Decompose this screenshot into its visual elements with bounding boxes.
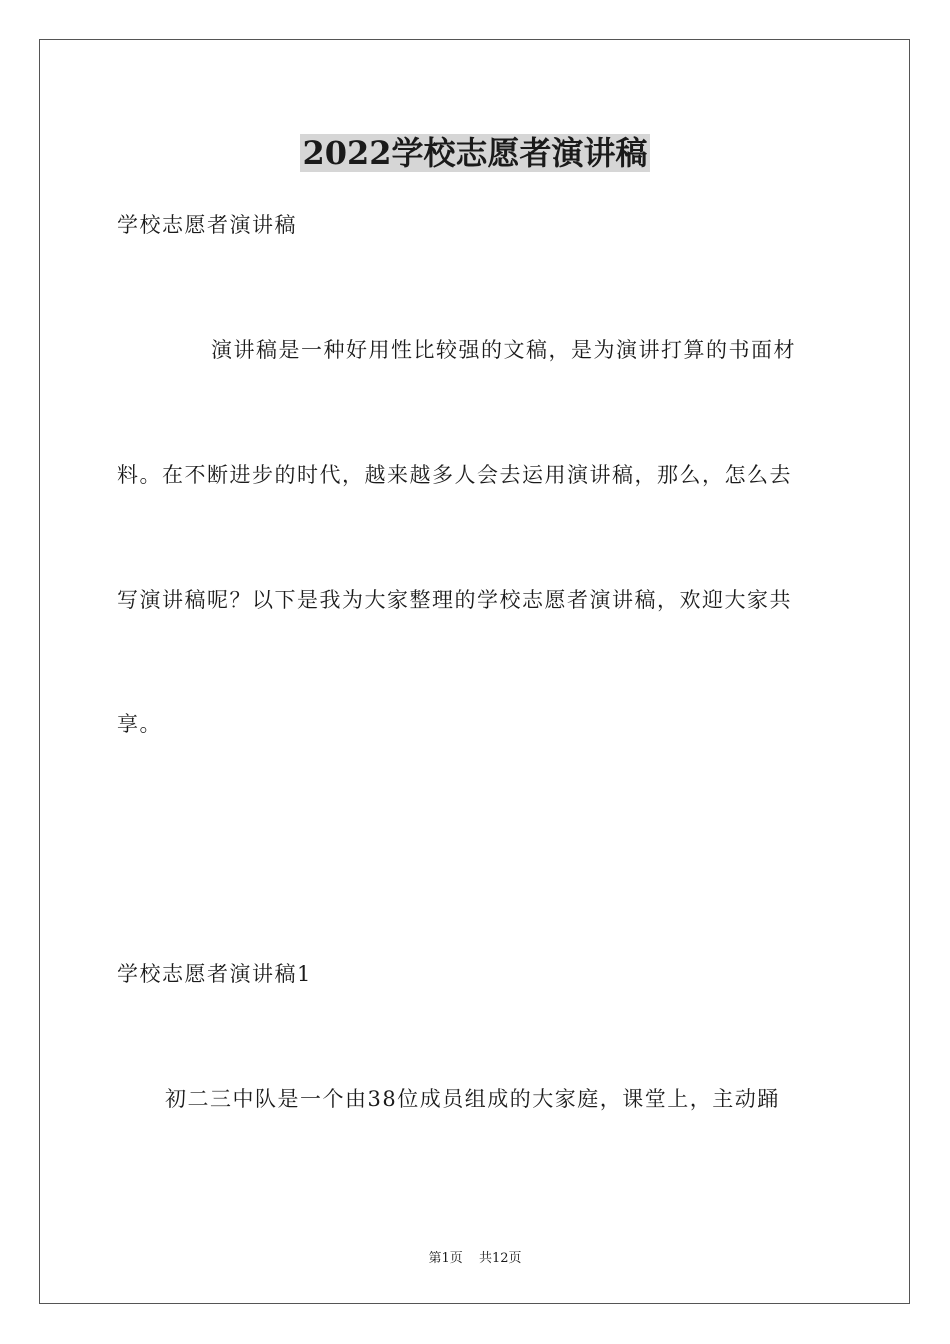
document-title-text: 2022学校志愿者演讲稿 xyxy=(302,134,648,172)
intro-line-2: 料。在不断进步的时代，越来越多人会去运用演讲稿，那么，怎么去 xyxy=(117,463,792,487)
page-total: 共12页 xyxy=(478,1251,522,1266)
intro-line-4: 享。 xyxy=(117,712,162,736)
intro-line-3: 写演讲稿呢？以下是我为大家整理的学校志愿者演讲稿，欢迎大家共 xyxy=(117,588,792,612)
section-heading: 学校志愿者演讲稿1 xyxy=(117,962,312,986)
section-paragraph-line-1: 初二三中队是一个由38位成员组成的大家庭，课堂上，主动踊 xyxy=(165,1087,780,1111)
intro-line-1: 演讲稿是一种好用性比较强的文稿，是为演讲打算的书面材 xyxy=(211,338,796,362)
page-footer xyxy=(0,1247,950,1266)
page-number: 第1页 xyxy=(428,1251,463,1266)
document-subtitle: 学校志愿者演讲稿 xyxy=(117,213,297,237)
document-title xyxy=(0,128,950,174)
